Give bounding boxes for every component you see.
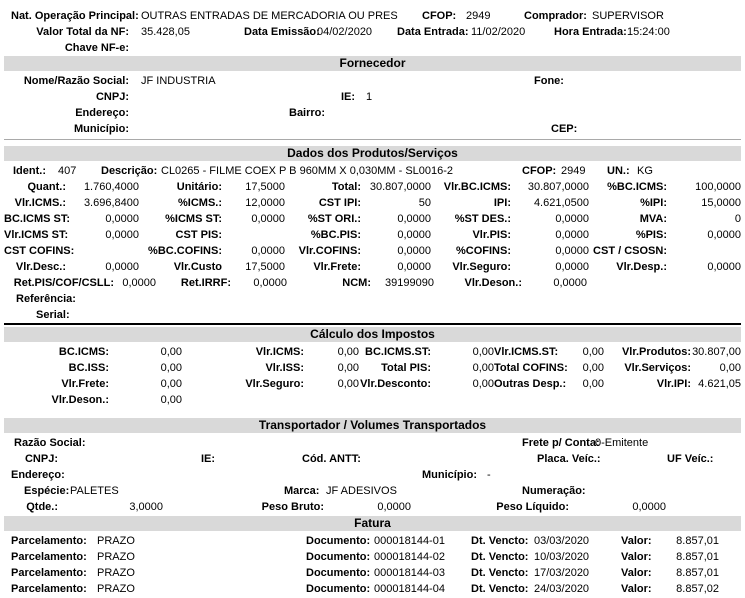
field-label: BC.ISS: [68,362,109,374]
field-value: 0,00 [719,362,741,374]
field-value: 0,0000 [707,229,741,241]
un-value: KG [637,165,653,177]
dt-vencto-value: 24/03/2020 [534,583,590,595]
nat-operacao-value: OUTRAS ENTRADAS DE MERCADORIA OU PRES [141,10,398,22]
transportador-row-cnpj [4,451,741,467]
parcelamento-label: Parcelamento: [11,567,87,579]
field-value: 4.621,0500 [533,197,589,209]
descricao-label: Descrição: [101,165,158,177]
referencia-label: Referência: [16,293,76,305]
nome-razao-value: JF INDUSTRIA [141,75,216,87]
ident-label: Ident.: [13,165,46,177]
field-value: 0,00 [472,378,494,390]
field-value: 0,0000 [707,261,741,273]
field-value: 1.760,4000 [83,181,139,193]
produto-row-ident [4,163,741,179]
field-label: Total: [331,181,361,193]
fatura-row [4,549,741,565]
transp-municipio-label: Município: [422,469,477,481]
valor-label: Valor: [621,567,652,579]
valor-label: Valor: [621,535,652,547]
cnpj-label: CNPJ: [95,91,129,103]
section-bar-fornecedor: Fornecedor [4,56,741,71]
cod-antt-label: Cód. ANTT: [302,453,361,465]
field-value [304,392,359,408]
field-value: 0,00 [582,378,604,390]
field-value: 0,0000 [553,277,587,289]
divider-line-black [4,323,741,325]
razao-social-label: Razão Social: [14,437,86,449]
field-label: %ICMS.: [178,197,222,209]
field-value: 0,0000 [397,213,431,225]
produto-row-referencia [4,291,741,307]
valor-value: 8.857,01 [676,551,719,563]
dt-vencto-value: 10/03/2020 [534,551,590,563]
field-label: Vlr.Custo [173,261,222,273]
field-label: Vlr.Deson.: [464,277,522,289]
field-value [66,243,139,259]
parcelamento-value: PRAZO [97,583,135,595]
data-entrada-value: 11/02/2020 [471,26,526,38]
dt-vencto-label: Dt. Vencto: [471,567,529,579]
parcelamento-value: PRAZO [97,551,135,563]
documento-value: 000018144-02 [374,551,445,563]
documento-label: Documento: [306,551,371,563]
frete-conta-value: 0-Emitente [595,437,649,449]
field-label: Vlr.ICMS ST: [4,229,69,241]
especie-label: Espécie: [24,485,70,497]
field-label: Ret.IRRF: [180,277,231,289]
bairro-label: Bairro: [289,107,326,119]
field-label: NCM: [342,277,371,289]
documento-value: 000018144-01 [374,535,445,547]
peso-bruto-label: Peso Bruto: [261,501,324,513]
field-value: 0,0000 [555,213,589,225]
nat-operacao-label: Nat. Operação Principal: [11,10,139,22]
peso-bruto-value: 0,0000 [377,501,411,513]
chave-nfe-label: Chave NF-e: [64,42,129,54]
peso-liquido-value: 0,0000 [632,501,666,513]
peso-liquido-label: Peso Líquido: [496,501,569,513]
field-label: Vlr.Desp.: [616,261,667,273]
field-label: Vlr.ICMS.ST: [494,346,559,358]
field-label: %IPI: [640,197,667,209]
comprador-label: Comprador: [524,10,587,22]
field-label: Vlr.Desc.: [15,261,66,273]
section-bar-impostos: Cálculo dos Impostos [4,327,741,342]
field-value: 0,00 [582,346,604,358]
field-value: 30.807,0000 [369,181,431,193]
fornecedor-row-endereco [4,105,741,121]
field-value: 0,00 [160,362,182,374]
parcelamento-label: Parcelamento: [11,535,87,547]
dt-vencto-label: Dt. Vencto: [471,583,529,595]
field-label: %ST DES.: [454,213,511,225]
transp-municipio-value: - [487,469,491,481]
endereco-label: Endereço: [75,107,129,119]
serial-label: Serial: [36,309,70,321]
field-value: 17,5000 [245,261,285,273]
field-label: Vlr.Frete: [61,378,109,390]
field-value: 0,0000 [555,261,589,273]
field-label: %PIS: [635,229,667,241]
fone-label: Fone: [534,75,564,87]
field-label: %BC.ICMS: [607,181,667,193]
field-value: 17,5000 [245,181,285,193]
field-label: BC.ICMS ST: [4,213,70,225]
produto-values-row [4,227,741,243]
produto-cfop-label: CFOP: [522,165,557,177]
field-value: 0,0000 [251,245,285,257]
field-value [222,227,285,243]
dt-vencto-label: Dt. Vencto: [471,551,529,563]
field-label: BC.ICMS: [58,346,109,358]
field-label: MVA: [639,213,667,225]
field-label: Vlr.Deson.: [51,394,109,406]
imposto-values-row [4,376,741,392]
hora-entrada-label: Hora Entrada: [554,26,627,38]
uf-veic-label: UF Veíc.: [667,453,714,465]
parcelamento-value: PRAZO [97,535,135,547]
valor-total-value: 35.428,05 [141,26,190,38]
cep-label: CEP: [551,123,578,135]
valor-value: 8.857,02 [676,583,719,595]
field-label: %COFINS: [456,245,511,257]
comprador-value: SUPERVISOR [592,10,664,22]
parcelamento-label: Parcelamento: [11,551,87,563]
especie-value: PALETES [70,485,119,497]
valor-value: 8.857,01 [676,535,719,547]
field-label: %ICMS ST: [165,213,222,225]
field-label: Total COFINS: [494,362,568,374]
valor-total-label: Valor Total da NF: [36,26,129,38]
field-value: 0,00 [337,362,359,374]
field-value: 30.807,00 [692,346,741,358]
parcelamento-label: Parcelamento: [11,583,87,595]
field-value: 0 [734,213,741,225]
header-row-nat [4,8,741,24]
field-value [665,275,739,291]
numeracao-label: Numeração: [522,485,586,497]
section-bar-transportador: Transportador / Volumes Transportados [4,418,741,433]
field-label: BC.ICMS.ST: [365,346,431,358]
field-label: Outras Desp.: [494,378,567,390]
marca-label: Marca: [284,485,320,497]
documento-value: 000018144-04 [374,583,445,595]
field-value: 4.621,05 [698,378,741,390]
field-label: Total PIS: [381,362,431,374]
field-value: 0,0000 [105,261,139,273]
field-label: Vlr.ICMS.: [14,197,66,209]
field-value: 0,0000 [105,229,139,241]
hora-entrada-value: 15:24:00 [627,26,670,38]
field-value: 0,0000 [397,229,431,241]
produto-values-row [4,259,741,275]
field-value: 0,00 [472,346,494,358]
data-emissao-label: Data Emissão: [244,26,320,38]
documento-label: Documento: [306,535,371,547]
field-value [691,392,741,408]
field-label: Vlr.IPI: [656,378,691,390]
field-value [431,392,494,408]
dt-vencto-value: 17/03/2020 [534,567,590,579]
marca-value: JF ADESIVOS [326,485,397,497]
field-value: 0,0000 [122,277,156,289]
transportador-row-endereco [4,467,741,483]
field-value: 100,0000 [695,181,741,193]
qtde-label: Qtde.: [26,501,58,513]
field-label: Vlr.PIS: [472,229,511,241]
field-value: 0,00 [160,378,182,390]
produto-row-serial [4,307,741,323]
field-value: 12,0000 [245,197,285,209]
field-value: 0,0000 [251,213,285,225]
field-label: CST IPI: [318,197,361,209]
transp-cnpj-label: CNPJ: [24,453,58,465]
field-label: Vlr.Seguro: [245,378,304,390]
documento-label: Documento: [306,567,371,579]
field-label: Vlr.Desconto: [360,378,431,390]
qtde-value: 3,0000 [129,501,163,513]
transportador-row-razao [4,435,741,451]
produto-values-row [4,179,741,195]
field-value: 0,00 [337,378,359,390]
header-row-chave [4,40,741,56]
fatura-row [4,581,741,597]
field-value: 0,0000 [397,245,431,257]
field-label: Vlr.Produtos: [621,346,691,358]
cfop-label: CFOP: [422,10,457,22]
field-label: %BC.COFINS: [148,245,222,257]
imposto-values-row [4,344,741,360]
frete-conta-label: Frete p/ Conta: [522,437,600,449]
produto-values-row [4,211,741,227]
field-label: %BC.PIS: [310,229,361,241]
imposto-values-row [4,392,741,408]
un-label: UN.: [607,165,630,177]
valor-value: 8.857,01 [676,567,719,579]
fatura-row [4,565,741,581]
field-label [182,392,304,408]
valor-label: Valor: [621,583,652,595]
field-label: CST PIS: [175,229,222,241]
produto-values-row [4,243,741,259]
fornecedor-row-cnpj [4,89,741,105]
field-value: 0,00 [337,346,359,358]
valor-label: Valor: [621,551,652,563]
field-value: 50 [418,197,431,209]
produto-values-row [4,195,741,211]
field-value: 15,0000 [701,197,741,209]
field-label [359,392,431,408]
fornecedor-row-municipio [4,121,741,137]
field-label: Vlr.COFINS: [298,245,361,257]
field-value: 0,00 [472,362,494,374]
placa-veic-label: Placa. Veíc.: [537,453,601,465]
imposto-values-row [4,360,741,376]
data-emissao-value: 04/02/2020 [317,26,373,38]
field-label: CST COFINS: [4,245,75,257]
fornecedor-row-nome [4,73,741,89]
field-value [537,392,604,408]
nome-razao-label: Nome/Razão Social: [23,75,129,87]
parcelamento-value: PRAZO [97,567,135,579]
field-label: Unitário: [176,181,222,193]
field-label [587,275,665,291]
field-label: IPI: [493,197,511,209]
transportador-row-especie [4,483,741,499]
field-value: 3.696,8400 [83,197,139,209]
section-bar-produtos: Dados dos Produtos/Serviços [4,146,741,161]
ident-value: 407 [58,165,77,177]
descricao-value: CL0265 - FILME COEX P B 960MM X 0,030MM - SL0016-2 [161,165,454,177]
ie-value: 1 [366,91,373,103]
field-value: 0,0000 [105,213,139,225]
section-bar-fatura: Fatura [4,516,741,531]
field-value: 0,00 [582,362,604,374]
field-value: 0,0000 [555,245,589,257]
field-label: Vlr.Frete: [313,261,361,273]
field-value: 39199090 [385,277,434,289]
documento-label: Documento: [306,583,371,595]
ie-label: IE: [341,91,356,103]
field-label: Quant.: [27,181,66,193]
field-value: 0,0000 [397,261,431,273]
field-value: 0,0000 [253,277,287,289]
cfop-value: 2949 [466,10,491,22]
divider-line [4,139,741,140]
header-row-totais [4,24,741,40]
dt-vencto-label: Dt. Vencto: [471,535,529,547]
field-label: Vlr.ICMS: [255,346,304,358]
field-label: Ret.PIS/COF/CSLL: [13,277,114,289]
transportador-row-qtde [4,499,741,515]
municipio-label: Município: [74,123,129,135]
field-label: Vlr.Serviços: [624,362,691,374]
produto-values-row [4,275,741,291]
field-value: 0,00 [160,346,182,358]
field-value: 0,0000 [555,229,589,241]
field-value: 30.807,0000 [527,181,589,193]
field-label: Vlr.ISS: [265,362,304,374]
field-label: Vlr.BC.ICMS: [443,181,511,193]
field-label: %ST ORI.: [307,213,361,225]
field-value [667,243,741,259]
produto-cfop-value: 2949 [561,165,586,177]
field-label: Vlr.Seguro: [452,261,511,273]
field-value: 0,00 [160,394,182,406]
dt-vencto-value: 03/03/2020 [534,535,590,547]
field-label [604,392,691,408]
field-label: CST / CSOSN: [593,245,667,257]
transp-endereco-label: Endereço: [11,469,65,481]
data-entrada-label: Data Entrada: [397,26,469,38]
documento-value: 000018144-03 [374,567,445,579]
transp-ie-label: IE: [201,453,216,465]
field-label [494,392,537,408]
fatura-row [4,533,741,549]
